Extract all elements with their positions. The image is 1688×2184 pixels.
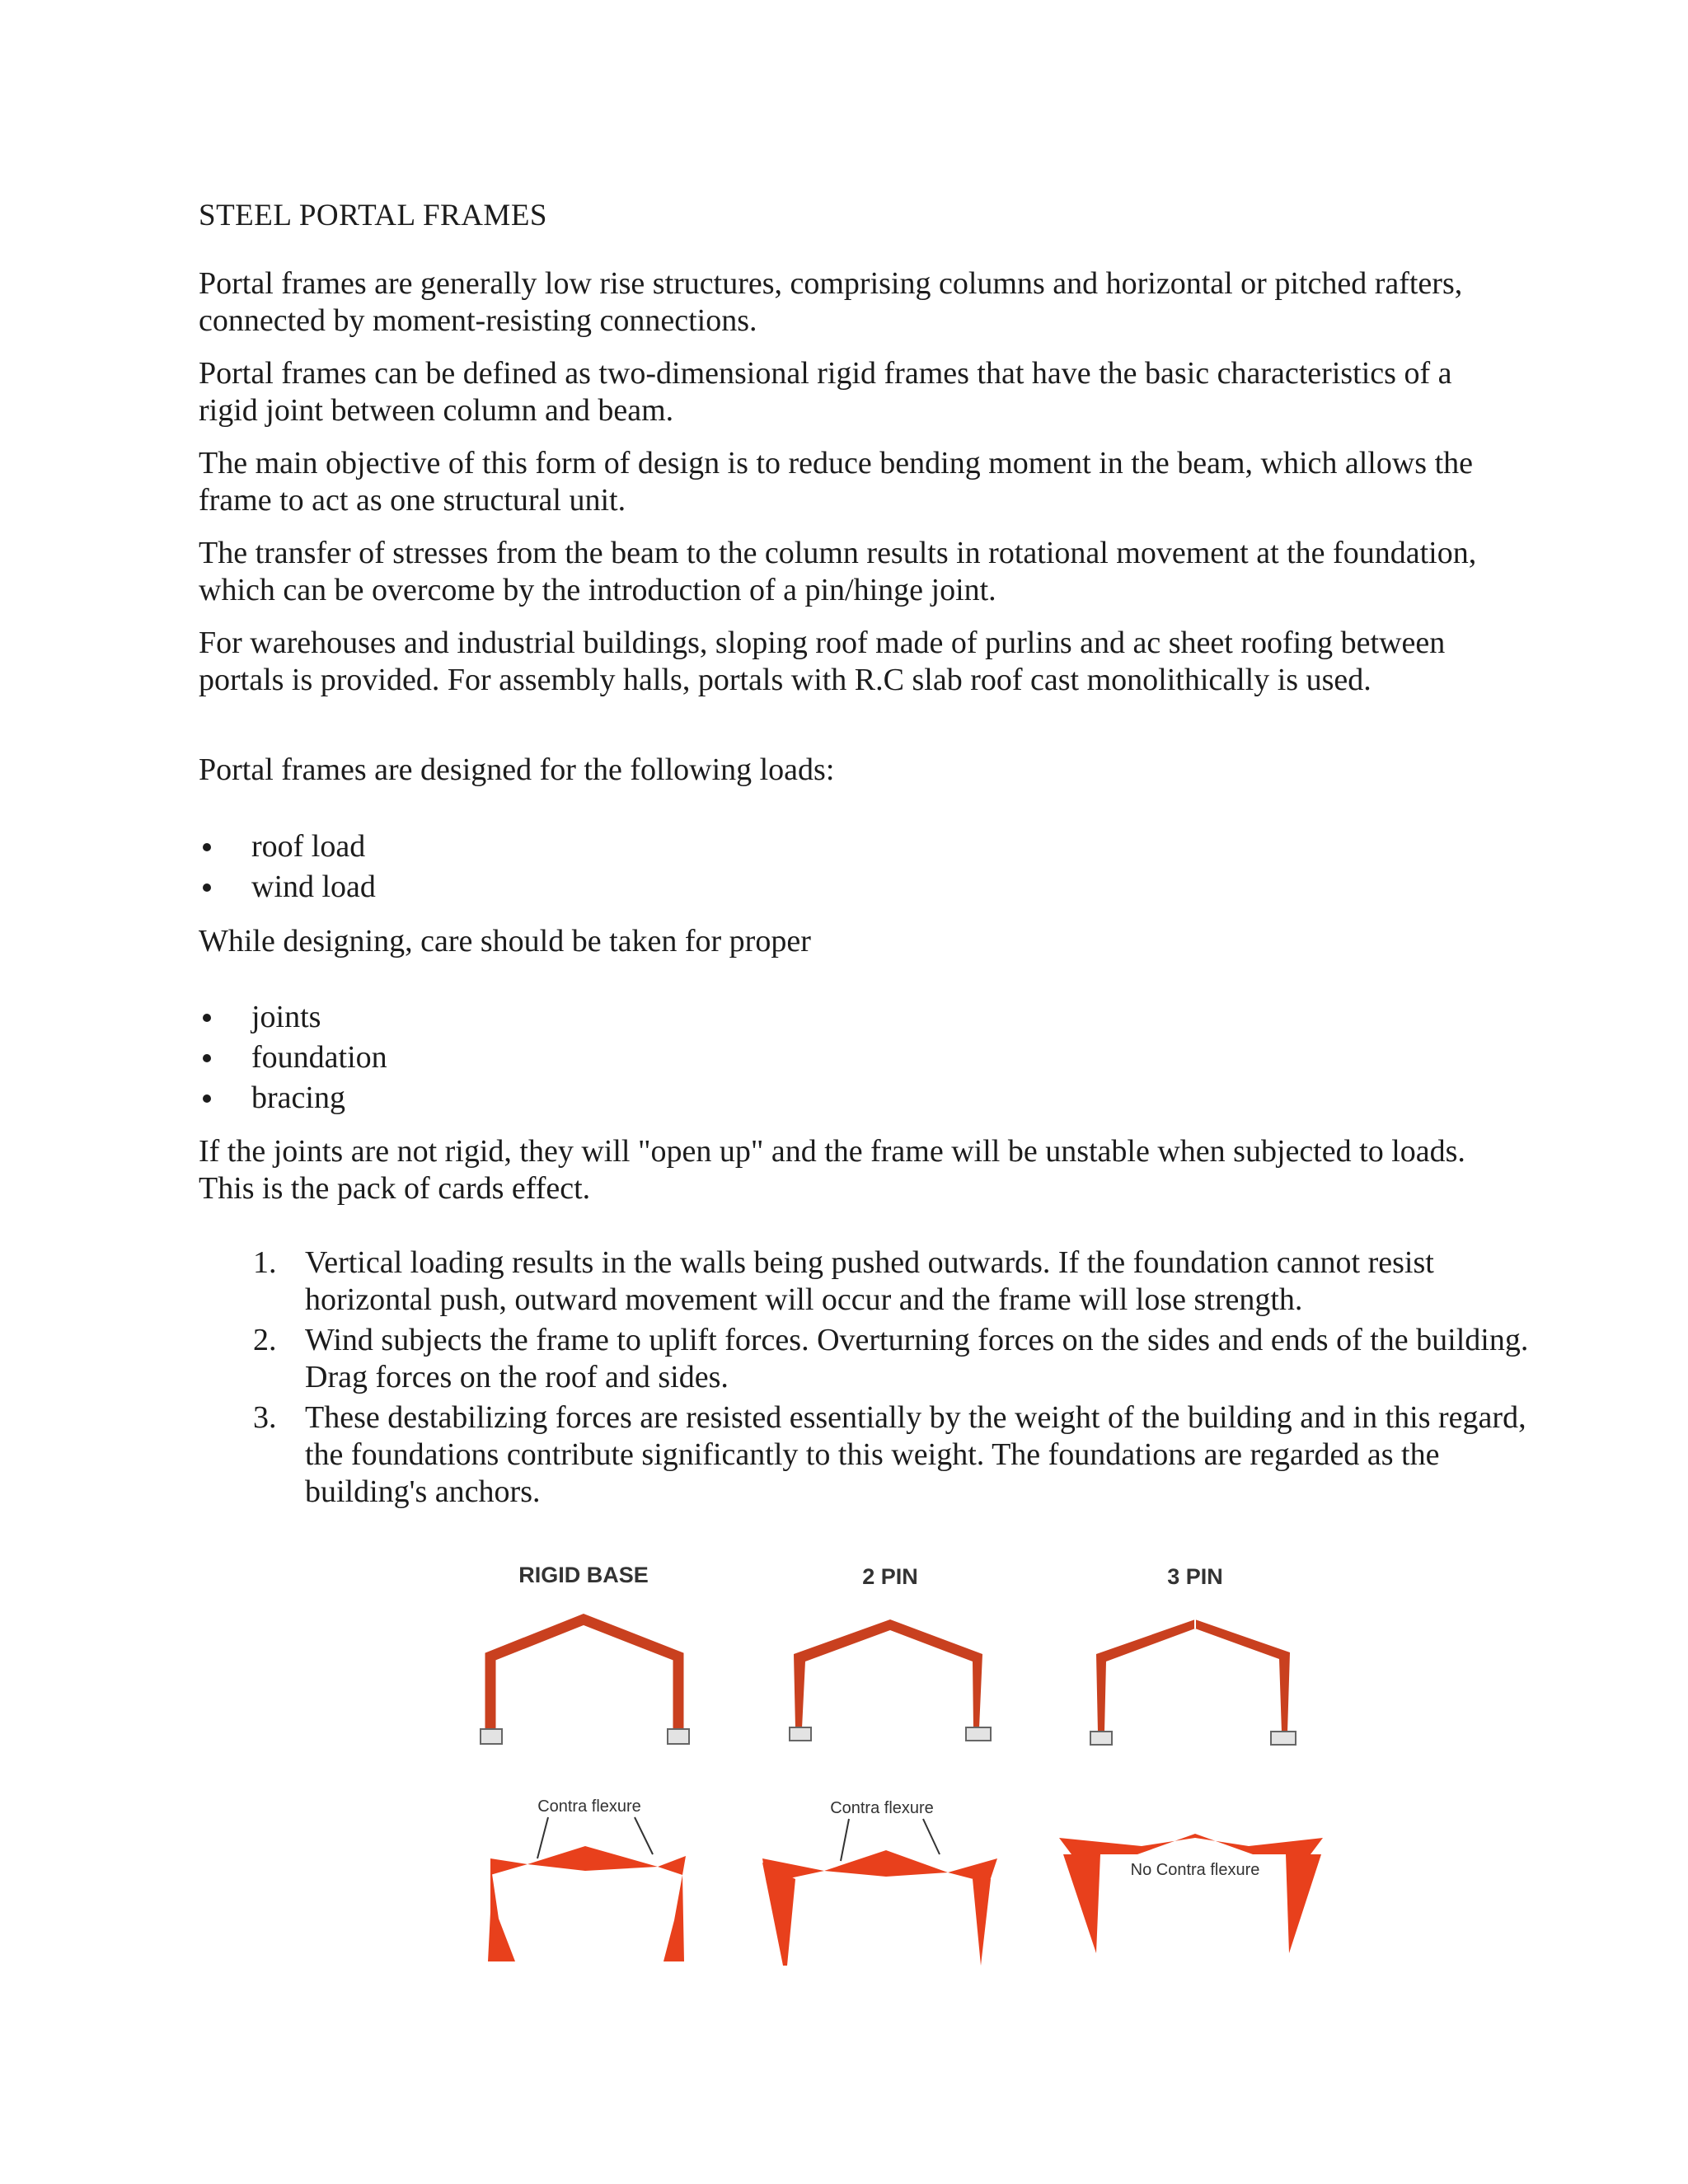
annotation-no-contra-flexure: No Contra flexure	[1130, 1861, 1260, 1879]
frame-3-pin	[1090, 1619, 1296, 1745]
loads-list	[199, 827, 376, 907]
paragraph-stress-transfer: The transfer of stresses from the beam to the column results in rotational movement at the foundation, which can be overcome by the introduction of a pin/hinge joint.	[199, 536, 1477, 607]
paragraph-applications: For warehouses and industrial buildings, sloping roof made of purlins and ac sheet roofing between portals is provided. For assembly halls, portals with R.C slab roof cast monolithically is used.	[199, 626, 1446, 697]
base-plate	[668, 1729, 689, 1744]
list-item: foundation	[199, 1038, 387, 1078]
list-item: 2. Wind subjects the frame to uplift forces. Overturning forces on the sides and ends of the building. Drag forces on the roof and sides.	[253, 1323, 1529, 1394]
page-title: STEEL PORTAL FRAMES	[199, 199, 548, 232]
list-item: 1. Vertical loading results in the walls being pushed outwards. If the foundation cannot resist horizontal push, outward movement will occur and the frame will lose strength.	[253, 1245, 1434, 1317]
portal-frame-figure	[462, 1549, 1335, 1978]
bullet-icon	[203, 843, 211, 851]
care-list	[199, 997, 387, 1118]
base-plate	[1090, 1732, 1112, 1745]
paragraph-objective: The main objective of this form of design is to reduce bending moment in the beam, which allows the frame to act as one structural unit.	[199, 446, 1474, 518]
numbered-list	[253, 1244, 1539, 1514]
frame-2-pin	[790, 1619, 991, 1741]
moment-diagram-2-pin	[762, 1799, 997, 1966]
bullet-icon	[203, 1054, 211, 1062]
portal-frame-diagram	[462, 1549, 1335, 1978]
label-3-pin: 3 PIN	[1167, 1564, 1223, 1589]
bullet-icon	[203, 883, 211, 892]
paragraph-definition: Portal frames can be defined as two-dimensional rigid frames that have the basic characteristics of a rigid joint between column and beam.	[199, 356, 1452, 428]
paragraph-care-intro: While designing, care should be taken for proper	[199, 924, 811, 958]
frame-rigid-base	[481, 1619, 689, 1744]
moment-diagram-rigid-base	[488, 1797, 686, 1961]
list-item: joints	[199, 997, 387, 1038]
list-item: bracing	[199, 1078, 387, 1118]
base-plate	[481, 1729, 502, 1744]
base-plate	[1271, 1732, 1296, 1745]
base-plate	[790, 1727, 811, 1741]
label-2-pin: 2 PIN	[862, 1564, 918, 1589]
annotation-contra-flexure: Contra flexure	[537, 1797, 641, 1816]
paragraph-loads-intro: Portal frames are designed for the following loads:	[199, 752, 835, 787]
moment-diagram-3-pin	[1059, 1834, 1323, 1953]
list-item: wind load	[199, 867, 376, 907]
label-rigid-base: RIGID BASE	[518, 1563, 649, 1587]
paragraph-intro: Portal frames are generally low rise structures, comprising columns and horizontal or pitched rafters, connected by moment-resisting connections.	[199, 266, 1463, 338]
bullet-icon	[203, 1094, 211, 1103]
base-plate	[966, 1727, 991, 1741]
list-item: roof load	[199, 827, 376, 867]
annotation-contra-flexure: Contra flexure	[830, 1799, 934, 1817]
bullet-icon	[203, 1014, 211, 1022]
list-item: 3. These destabilizing forces are resisted essentially by the weight of the building and in this regard, the foundations contribute significantly to this weight. The foundations are regarded as the building's anchors.	[253, 1400, 1526, 1509]
paragraph-pack-of-cards: If the joints are not rigid, they will "open up" and the frame will be unstable when subjected to loads. This is the pack of cards effect.	[199, 1134, 1465, 1206]
